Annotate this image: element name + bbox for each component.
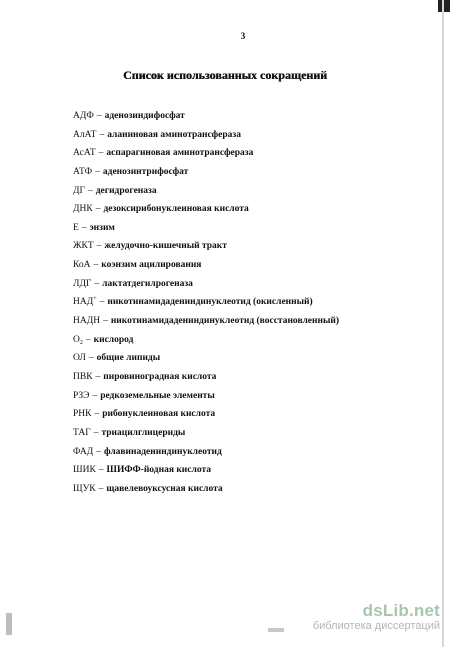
watermark-tagline: библиотека диссертаций: [312, 620, 440, 632]
dash-separator: –: [103, 316, 108, 327]
abbreviation-definition: щавелевоуксусная кислота: [106, 483, 223, 494]
dash-separator: –: [93, 260, 99, 271]
list-item: [73, 293, 403, 312]
abbreviation-term: ДНК: [73, 204, 93, 215]
list-item: [73, 443, 403, 462]
dash-separator: –: [96, 111, 102, 121]
abbreviation-list: [73, 107, 403, 498]
dash-separator: –: [99, 297, 105, 308]
dash-separator: –: [93, 427, 99, 438]
abbreviation-term: ШИК: [73, 465, 96, 476]
abbreviation-definition: никотинамидадениндинуклеотид (восстановленный): [110, 316, 339, 327]
abbreviation-term: ОЛ: [73, 353, 86, 364]
watermark-logo: dsLib.net: [362, 601, 440, 620]
list-item: [73, 182, 403, 201]
dash-separator: –: [88, 353, 94, 364]
abbreviation-definition: рибонуклеиновая кислота: [102, 409, 216, 420]
abbreviation-term: АсАТ: [73, 148, 96, 159]
subscript: 2: [79, 339, 83, 346]
list-item: [73, 163, 403, 182]
abbreviation-definition: энзим: [89, 222, 115, 233]
abbreviation-term: ТАГ: [73, 427, 91, 438]
dash-separator: –: [81, 222, 87, 233]
list-item: [73, 424, 403, 443]
abbreviation-definition: редкоземельные элементы: [100, 390, 215, 401]
dash-separator: –: [95, 371, 101, 382]
abbreviation-term: ЛДГ: [73, 278, 92, 289]
dash-separator: –: [98, 148, 104, 159]
superscript: +: [93, 296, 97, 303]
list-item: [73, 219, 403, 238]
dash-separator: –: [94, 278, 100, 289]
list-item: [73, 405, 403, 424]
abbreviation-term: ЖКТ: [73, 241, 94, 252]
dash-separator: –: [99, 129, 105, 140]
abbreviation-term: АДФ: [73, 111, 94, 121]
dash-separator: –: [85, 334, 91, 345]
scan-edge-shadow: [442, 0, 444, 647]
list-item: [73, 126, 403, 145]
abbreviation-term: КоА: [73, 260, 91, 271]
abbreviation-term: ПВК: [73, 371, 93, 382]
list-item: [73, 349, 403, 368]
abbreviation-term: Е: [73, 222, 79, 233]
list-item: [73, 256, 403, 275]
abbreviation-definition: пировиноградная кислота: [103, 371, 217, 382]
list-item: [73, 387, 403, 406]
page-title: Список использованных сокращений: [122, 68, 328, 82]
abbreviation-term: НАДН: [73, 316, 101, 327]
abbreviation-definition: аланиновая аминотрансфераза: [107, 129, 241, 140]
abbreviation-definition: дезоксирибонуклеиновая кислота: [103, 204, 249, 215]
dash-separator: –: [98, 483, 104, 494]
abbreviation-definition: дегидрогеназа: [95, 185, 157, 196]
list-item: [73, 312, 403, 331]
abbreviation-definition: ШИФФ-йодная кислота: [106, 465, 211, 476]
abbreviation-term: АТФ: [73, 166, 93, 177]
dash-separator: –: [96, 446, 101, 457]
abbreviation-term: О: [73, 334, 80, 345]
dash-separator: –: [95, 204, 101, 215]
abbreviation-definition: лактатдегилрогеназа: [102, 278, 193, 289]
abbreviation-term: РЗЭ: [73, 390, 90, 401]
abbreviation-definition: кислород: [93, 334, 134, 345]
abbreviation-term: ФАД: [73, 446, 94, 457]
abbreviation-definition: общие липиды: [96, 353, 161, 364]
dash-separator: –: [96, 241, 102, 252]
abbreviation-definition: флавинадениндинуклеотид: [104, 446, 222, 457]
dash-separator: –: [92, 390, 98, 401]
list-item: [73, 107, 403, 126]
abbreviation-definition: аденозинтрифосфат: [102, 166, 189, 177]
dash-separator: –: [94, 409, 100, 420]
abbreviation-term: АлАТ: [73, 129, 97, 140]
list-item: [73, 480, 403, 499]
watermark: [255, 602, 440, 633]
abbreviation-definition: никотинамидадениндинуклеотид (окисленный): [107, 297, 313, 308]
abbreviation-definition: аденозиндифосфат: [104, 111, 185, 121]
dash-separator: –: [87, 185, 93, 196]
abbreviation-term: НАД: [73, 297, 94, 308]
list-item: [73, 237, 403, 256]
scan-binding-mark: [6, 613, 12, 635]
page-number: 3: [240, 31, 246, 41]
list-item: [73, 200, 403, 219]
list-item: [73, 275, 403, 294]
list-item: [73, 144, 403, 163]
abbreviation-definition: желудочно-кишечный тракт: [104, 241, 227, 252]
abbreviation-term: РНК: [73, 409, 92, 420]
dash-separator: –: [98, 465, 104, 476]
list-item: [73, 368, 403, 387]
dash-separator: –: [95, 166, 100, 177]
abbreviation-definition: триацилглицериды: [101, 427, 186, 438]
abbreviation-term: ЩУК: [73, 483, 96, 494]
list-item: [73, 461, 403, 480]
abbreviation-definition: коэнзим ацилирования: [101, 260, 202, 271]
scan-corner-shadow: [438, 0, 450, 12]
list-item: [73, 331, 403, 350]
abbreviation-term: ДГ: [73, 185, 85, 196]
abbreviation-definition: аспарагиновая аминотрансфераза: [106, 148, 254, 159]
